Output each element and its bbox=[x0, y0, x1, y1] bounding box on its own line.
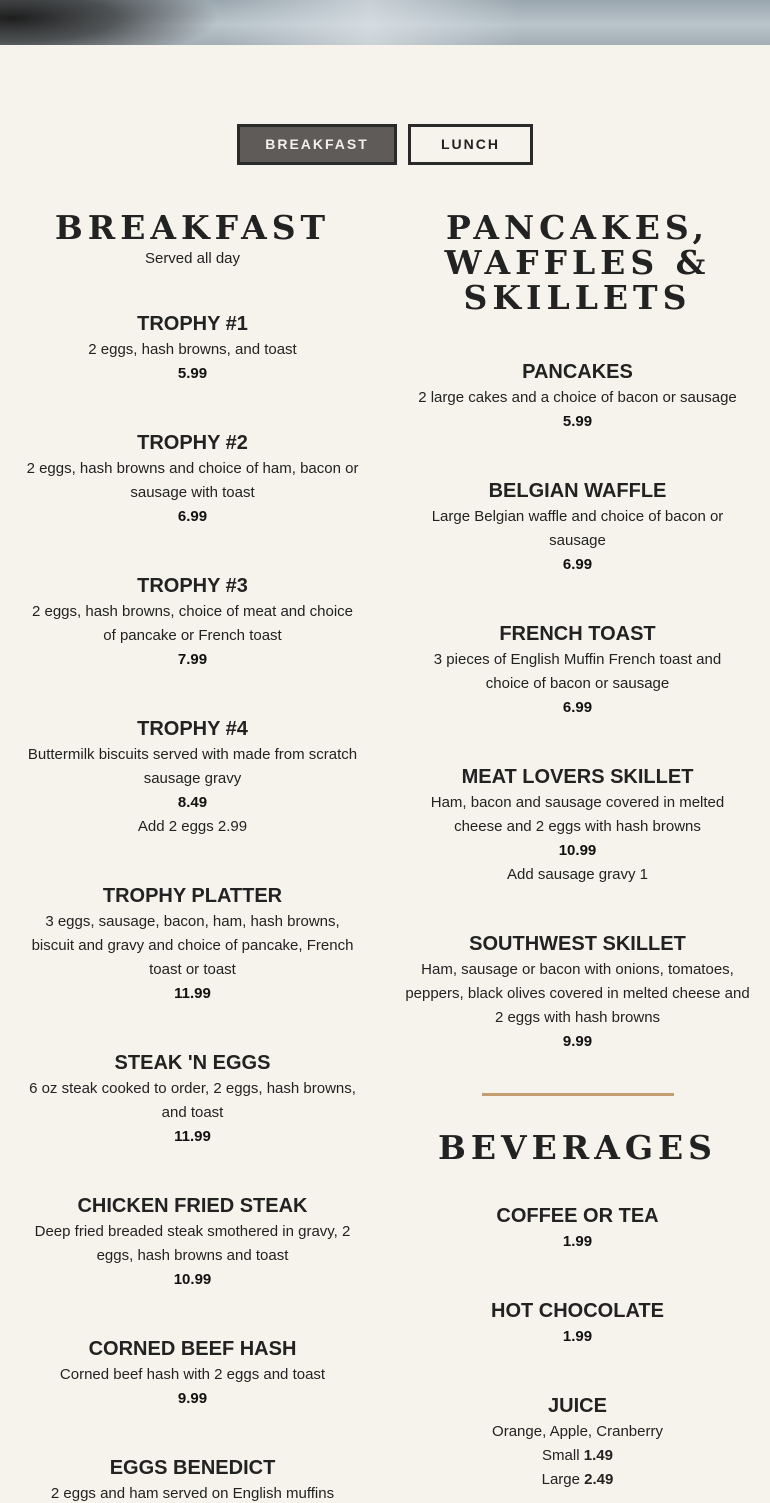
menu-item-description: Buttermilk biscuits served with made from scratch sausage gravy bbox=[27, 746, 358, 787]
menu-item-name: STEAK 'N EGGS bbox=[114, 1052, 271, 1074]
menu-item-price: 8.49 bbox=[177, 794, 208, 811]
menu-item-name: SOUTHWEST SKILLET bbox=[469, 933, 686, 955]
menu-item-description: 3 eggs, sausage, bacon, ham, hash browns, biscuit and gravy and choice of pancake, French toast or toast bbox=[31, 913, 354, 978]
menu-item-trophy-platter bbox=[15, 883, 370, 1006]
menu-item-price: 9.99 bbox=[177, 1390, 208, 1407]
menu-item-name: CORNED BEEF HASH bbox=[88, 1338, 297, 1360]
beverages-title: BEVERAGES bbox=[438, 1128, 717, 1167]
menu-item-price: 10.99 bbox=[558, 842, 597, 859]
menu-tabs bbox=[0, 124, 770, 165]
menu-item-steak-n-eggs bbox=[15, 1050, 370, 1149]
size-label: Small bbox=[542, 1447, 580, 1464]
menu-item-price: 6.99 bbox=[562, 699, 593, 716]
menu-item-name: MEAT LOVERS SKILLET bbox=[461, 766, 694, 788]
menu-item-eggs-benedict bbox=[15, 1455, 370, 1503]
menu-item-description: 2 large cakes and a choice of bacon or sausage bbox=[418, 389, 737, 406]
menu-item-description: 2 eggs and ham served on English muffins bbox=[50, 1485, 335, 1502]
menu-item-description: Ham, bacon and sausage covered in melted cheese and 2 eggs with hash browns bbox=[430, 794, 725, 835]
juice-small-size bbox=[400, 1444, 755, 1468]
breakfast-subtitle: Served all day bbox=[144, 250, 241, 267]
menu-item-description: Deep fried breaded steak smothered in gravy, 2 eggs, hash browns and toast bbox=[34, 1223, 351, 1264]
menu-item-name: COFFEE OR TEA bbox=[496, 1205, 659, 1227]
menu-item-meat-lovers-skillet bbox=[400, 764, 755, 887]
menu-item-name: TROPHY PLATTER bbox=[102, 885, 283, 907]
menu-item-price: 5.99 bbox=[177, 365, 208, 382]
menu-item-name: TROPHY #1 bbox=[137, 313, 248, 335]
menu-item-price: 6.99 bbox=[177, 508, 208, 525]
size-price: 1.49 bbox=[583, 1447, 613, 1464]
menu-item-description: Ham, sausage or bacon with onions, tomatoes, peppers, black olives covered in melted cheese and 2 eggs with hash browns bbox=[405, 961, 750, 1026]
pancakes-title: PANCAKES, WAFFLES & SKILLETS bbox=[444, 208, 711, 317]
menu-item-french-toast bbox=[400, 621, 755, 720]
menu-item-description: Corned beef hash with 2 eggs and toast bbox=[59, 1366, 326, 1383]
menu-item-name: JUICE bbox=[548, 1395, 607, 1417]
size-label: Large bbox=[541, 1471, 580, 1488]
menu-item-addon: Add sausage gravy 1 bbox=[507, 866, 648, 883]
menu-item-price: 1.99 bbox=[562, 1233, 593, 1250]
menu-item-name: FRENCH TOAST bbox=[499, 623, 656, 645]
menu-item-southwest-skillet bbox=[400, 931, 755, 1054]
menu-item-price: 10.99 bbox=[173, 1271, 212, 1288]
menu-item-addon: Add 2 eggs 2.99 bbox=[137, 818, 248, 835]
menu-item-hot-chocolate bbox=[400, 1298, 755, 1349]
pancakes-column bbox=[400, 210, 755, 1492]
menu-item-description: Large Belgian waffle and choice of bacon or sausage bbox=[431, 508, 724, 549]
juice-large-size bbox=[400, 1468, 755, 1492]
menu-item-description: 6 oz steak cooked to order, 2 eggs, hash browns, and toast bbox=[29, 1080, 356, 1121]
menu-item-belgian-waffle bbox=[400, 478, 755, 577]
menu-item-price: 11.99 bbox=[174, 985, 211, 1002]
size-price: 2.49 bbox=[584, 1471, 614, 1488]
menu-item-corned-beef-hash bbox=[15, 1336, 370, 1411]
menu-item-trophy-3 bbox=[15, 573, 370, 672]
menu-item-price: 1.99 bbox=[562, 1328, 593, 1345]
menu-item-price: 6.99 bbox=[562, 556, 593, 573]
menu-item-name: CHICKEN FRIED STEAK bbox=[77, 1195, 308, 1217]
menu-item-name: HOT CHOCOLATE bbox=[491, 1300, 664, 1322]
hero-banner-image bbox=[0, 0, 770, 45]
menu-item-name: PANCAKES bbox=[522, 361, 633, 383]
menu-item-name: EGGS BENEDICT bbox=[109, 1457, 276, 1479]
menu-item-trophy-2 bbox=[15, 430, 370, 529]
menu-item-name: TROPHY #4 bbox=[137, 718, 248, 740]
tab-lunch[interactable]: LUNCH bbox=[408, 124, 533, 165]
menu-item-name: TROPHY #3 bbox=[137, 575, 248, 597]
section-divider bbox=[482, 1093, 674, 1096]
menu-item-description: 3 pieces of English Muffin French toast and choice of bacon or sausage bbox=[433, 651, 722, 692]
breakfast-column bbox=[15, 210, 370, 1503]
menu-item-pancakes bbox=[400, 359, 755, 434]
menu-item-chicken-fried-steak bbox=[15, 1193, 370, 1292]
breakfast-title: BREAKFAST bbox=[54, 208, 331, 247]
menu-item-trophy-1 bbox=[15, 311, 370, 386]
menu-item-name: BELGIAN WAFFLE bbox=[488, 480, 667, 502]
tab-breakfast[interactable]: BREAKFAST bbox=[237, 124, 397, 165]
menu-item-description: 2 eggs, hash browns, choice of meat and choice of pancake or French toast bbox=[31, 603, 354, 644]
menu-item-description: Orange, Apple, Cranberry bbox=[492, 1423, 663, 1440]
menu-item-price: 9.99 bbox=[562, 1033, 593, 1050]
menu-item-trophy-4 bbox=[15, 716, 370, 839]
menu-item-coffee-or-tea bbox=[400, 1203, 755, 1254]
menu-item-price: 5.99 bbox=[562, 413, 593, 430]
menu-item-name: TROPHY #2 bbox=[137, 432, 248, 454]
menu-item-price: 11.99 bbox=[174, 1128, 211, 1145]
menu-item-description: 2 eggs, hash browns, and toast bbox=[88, 341, 297, 358]
menu-item-price: 7.99 bbox=[177, 651, 208, 668]
menu-item-description: 2 eggs, hash browns and choice of ham, bacon or sausage with toast bbox=[26, 460, 359, 501]
menu-item-juice bbox=[400, 1393, 755, 1492]
